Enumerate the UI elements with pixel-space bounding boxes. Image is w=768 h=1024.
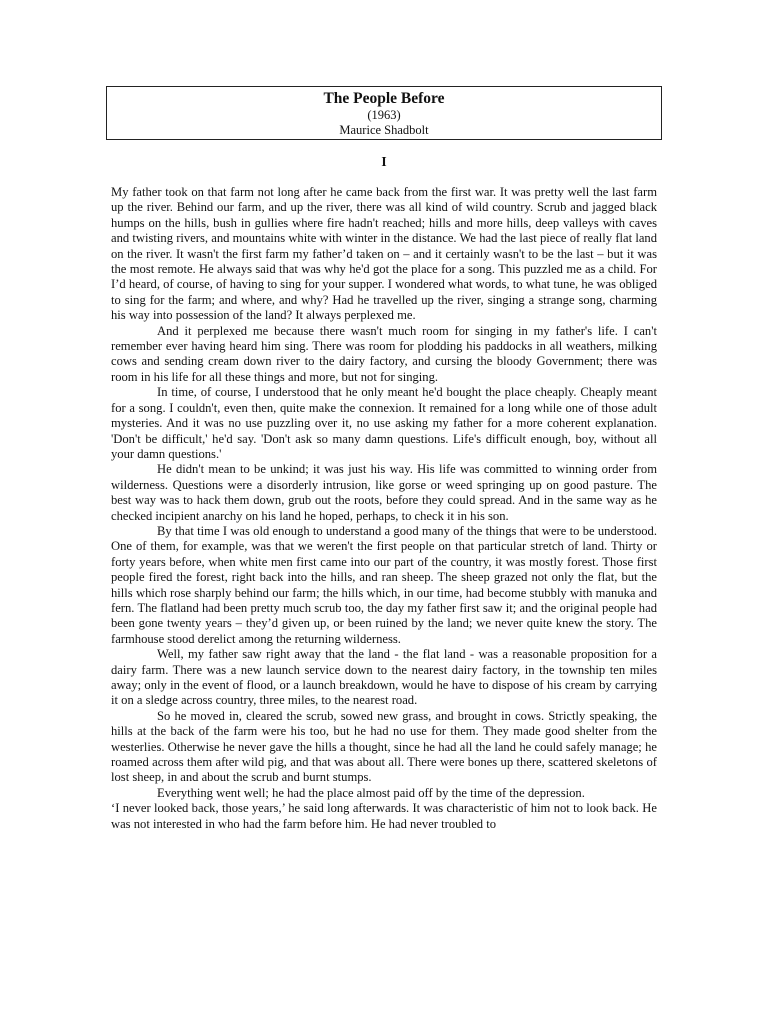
paragraph: He didn't mean to be unkind; it was just his way. His life was committed to winning order from wilderness. Questions were a disorderly intrusion, like gorse or weed springing up on good pasture. The best way was to hack them down, grub out the roots, before they could spread. And in the same way as he checked incipient anarchy on his land he hoped, perhaps, to check it in his son. <box>111 462 657 523</box>
paragraph: Everything went well; he had the place almost paid off by the time of the depression. <box>157 785 585 800</box>
paragraph: Well, my father saw right away that the land - the flat land - was a reasonable proposition for a dairy farm. There was a new launch service down to the nearest dairy factory, in the township ten miles away; only in the event of flood, or a launch breakdown, would he have to dispose of his cream by carrying it on a sledge across country, three miles, to the nearest road. <box>111 647 657 708</box>
story-body <box>111 185 657 832</box>
section-number: I <box>381 154 387 169</box>
publication-year: (1963) <box>367 108 401 122</box>
paragraph: By that time I was old enough to understand a good many of the things that were to be understood. One of them, for example, was that we weren't the first people on that particular stretch of land. Thirty or forty years before, when white men first came into our part of the country, it was mostly forest. Those first people fired the forest, right back into the hills, and ran sheep. The sheep grazed not only the flat, but the hills which rose sharply behind our farm; the hills which, in our time, had become stubbly with manuka and fern. The flatland had been pretty much scrub too, the day my father first saw it; and the original people had been gone twenty years – they’d given up, or been ruined by the land; we never quite knew the story. The farmhouse stood derelict among the returning wilderness. <box>111 523 657 646</box>
paragraph: So he moved in, cleared the scrub, sowed new grass, and brought in cows. Strictly speaking, the hills at the back of the farm were his too, but he had no use for them. They made good shelter from the westerlies. Otherwise he never gave the hills a thought, since he had all the land he could safely manage; he roamed across them after wild pig, and that was about all. There were bones up there, scattered skeletons of lost sheep, in and about the scrub and burnt stumps. <box>111 708 657 785</box>
story-title: The People Before <box>323 90 445 107</box>
paragraph: ‘I never looked back, those years,’ he said long afterwards. It was characteristic of him not to look back. He was not interested in who had the farm before him. He had never troubled to <box>111 801 657 831</box>
author-name: Maurice Shadbolt <box>339 123 429 137</box>
paragraph: My father took on that farm not long after he came back from the first war. It was pretty well the last farm up the river. Behind our farm, and up the river, there was all kind of wild country. Scrub and jagged black humps on the hills, bush in gullies where fire hadn't reached; hills and more hills, deep valleys with caves and twisting rivers, and mountains white with winter in the distance. We had the last piece of really flat land on the river. It wasn't the first farm my father’d taken on – and it certainly wasn't to be the last – but it was the most remote. He always said that was why he'd got the place for a song. This puzzled me as a child. For I’d heard, of course, of having to sing for your supper. I wondered what words, to what tune, he was obliged to sing for the farm; and where, and why? Had he travelled up the river, singing a strange song, charming his way into possession of the land? It always perplexed me. <box>111 185 657 323</box>
title-block <box>106 86 662 140</box>
paragraph: In time, of course, I understood that he only meant he'd bought the place cheaply. Cheaply meant for a song. I couldn't, even then, quite make the connexion. It remained for a long while one of those adult mysteries. And it was no use puzzling over it, no use asking my father for a more coherent explanation. 'Don't be difficult,' he'd say. 'Don't ask so many damn questions. Life's difficult enough, boy, without all your damn questions.' <box>111 385 657 461</box>
paragraph: And it perplexed me because there wasn't much room for singing in my father's life. I can't remember ever having heard him sing. There was room for plodding his paddocks in all weathers, milking cows and sending cream down river to the dairy factory, and cursing the bloody Government; there was room in his life for all these things and more, but not for singing. <box>111 323 657 384</box>
